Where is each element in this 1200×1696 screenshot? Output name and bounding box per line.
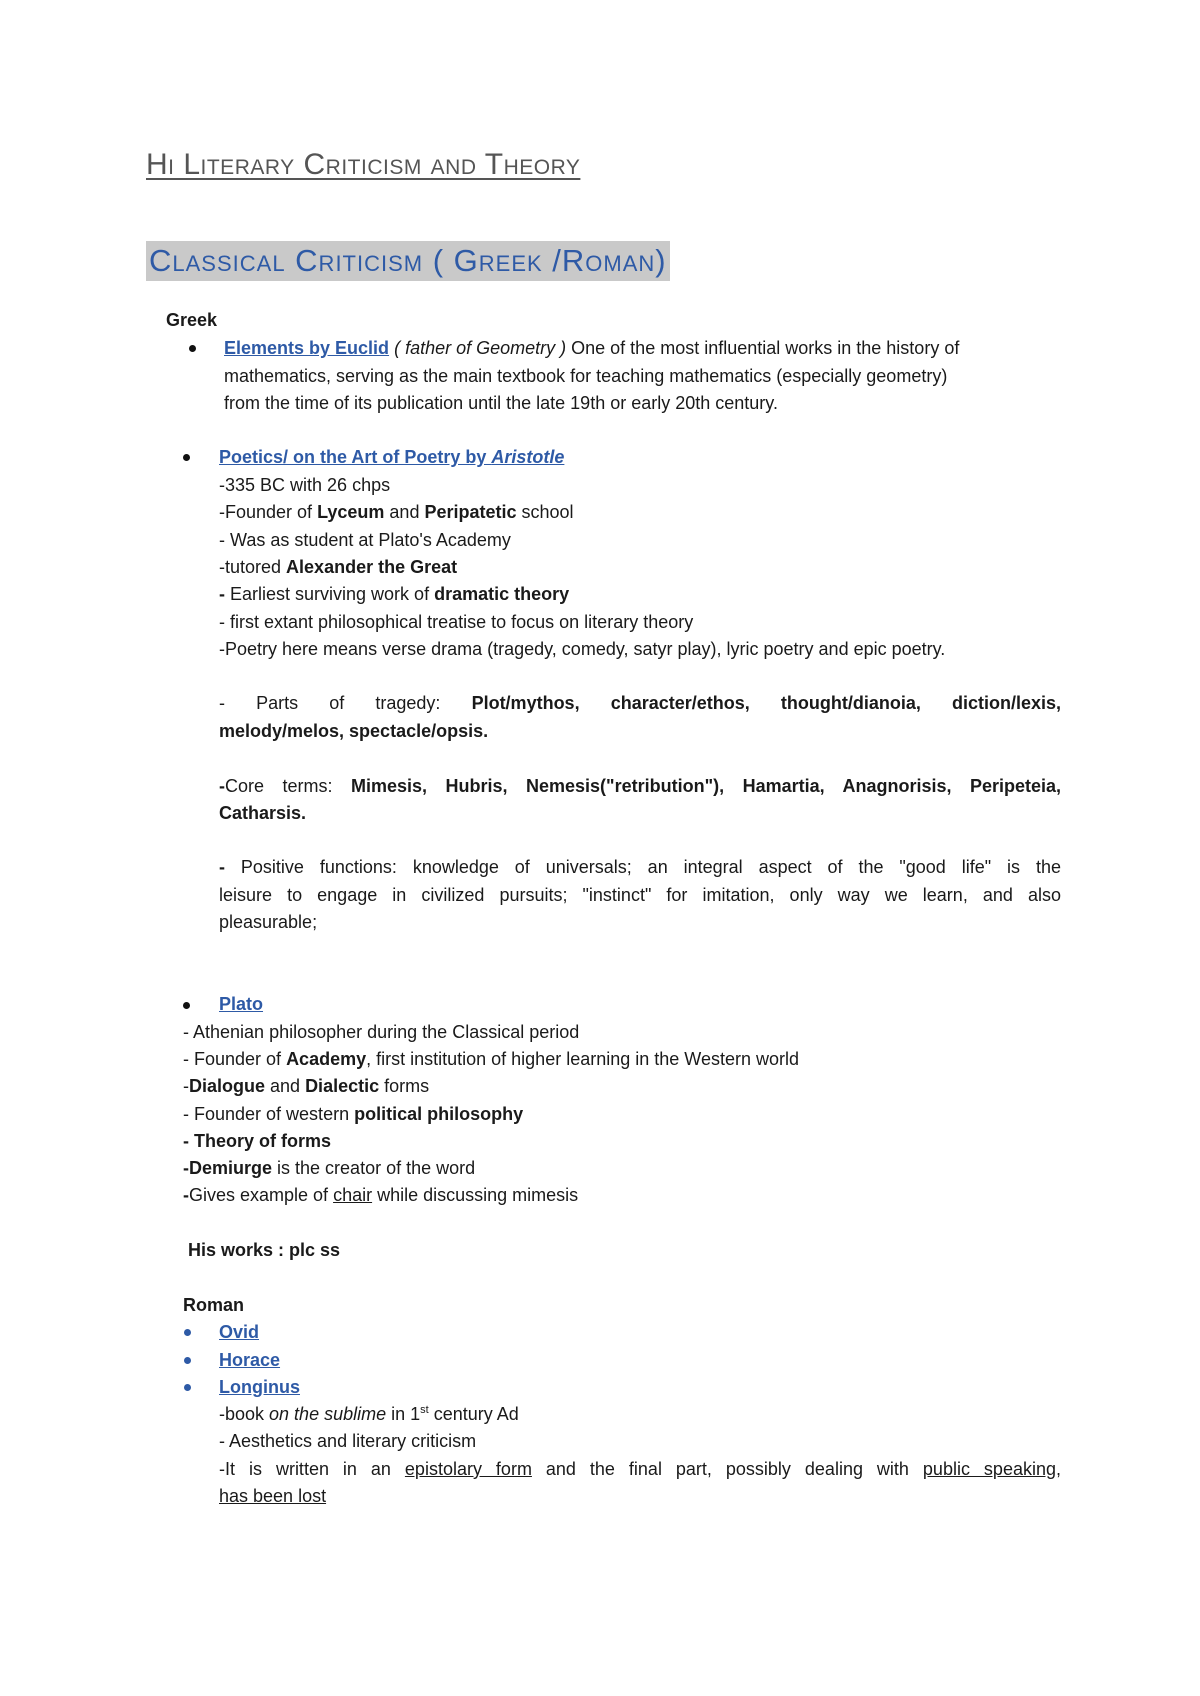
plato-link[interactable]: Plato [219,994,264,1014]
euclid-paren: ( father of Geometry ) [394,338,567,358]
longinus-line-3: -It is written in an epistolary form and the final part, possibly dealing with public speaking, [219,1459,1061,1479]
positive-functions-line-3: pleasurable; [219,912,318,932]
roman-item-longinus[interactable]: Longinus [219,1377,300,1397]
euclid-text-1: One of the most influential works in the history of [566,338,960,358]
parts-of-tragedy-line-2: melody/melos, spectacle/opsis. [219,721,489,741]
longinus-line-2: - Aesthetics and literary criticism [219,1431,477,1451]
core-terms-line-2: Catharsis. [219,803,307,823]
core-terms-line-1: -Core terms: Mimesis, Hubris, Nemesis("retribution"), Hamartia, Anagnorisis, Peripeteia, [219,776,1061,796]
roman-item-ovid[interactable]: Ovid [219,1322,260,1342]
longinus-line-1: -book on the sublime in 1st century Ad [219,1404,519,1424]
roman-item-horace[interactable]: Horace [219,1350,281,1370]
positive-functions-line-1: - Positive functions: knowledge of universals; an integral aspect of the "good life" is the [219,857,1061,877]
euclid-line-2: mathematics, serving as the main textbook for teaching mathematics (especially geometry) [224,366,948,386]
parts-of-tragedy-line-1: - Parts of tragedy: Plot/mythos, character/ethos, thought/dianoia, diction/lexis, [219,693,1062,713]
poetics-link[interactable]: Poetics/ on the Art of Poetry by [219,447,492,467]
euclid-line-1 [224,335,959,362]
aristotle-heading[interactable] [219,444,564,471]
aristotle-line-1: -335 BC with 26 chps [219,475,391,495]
plato-line-1: - Athenian philosopher during the Classical period [183,1022,580,1042]
plato-line-5: - Theory of forms [183,1131,332,1151]
bullet-icon [184,1384,191,1391]
plato-line-2: - Founder of Academy, first institution of higher learning in the Western world [183,1049,799,1069]
section-heading: Classical Criticism ( Greek /Roman) [146,241,670,281]
plato-line-3: -Dialogue and Dialectic forms [183,1076,430,1096]
bullet-icon [183,454,190,461]
euclid-line-3: from the time of its publication until the late 19th or early 20th century. [224,393,778,413]
plato-line-4: - Founder of western political philosophy [183,1104,524,1124]
plato-line-6: -Demiurge is the creator of the word [183,1158,476,1178]
greek-heading: Greek [166,310,218,330]
aristotle-link[interactable]: Aristotle [491,447,565,467]
plato-line-7: -Gives example of chair while discussing mimesis [183,1185,579,1205]
bullet-icon [184,1357,191,1364]
aristotle-line-2: -Founder of Lyceum and Peripatetic school [219,502,574,522]
aristotle-line-7: -Poetry here means verse drama (tragedy, comedy, satyr play), lyric poetry and epic poetry. [219,639,946,659]
positive-functions-line-2: leisure to engage in civilized pursuits; "instinct" for imitation, only way we learn, and also [219,885,1061,905]
euclid-link[interactable]: Elements by Euclid [224,338,390,358]
aristotle-line-6: - first extant philosophical treatise to focus on literary theory [219,612,694,632]
longinus-line-4: has been lost [219,1486,327,1506]
aristotle-line-3: - Was as student at Plato's Academy [219,530,511,550]
bullet-icon [184,1329,191,1336]
plato-works: His works : plc ss [188,1240,341,1260]
bullet-icon [183,1002,190,1009]
aristotle-line-4: -tutored Alexander the Great [219,557,458,577]
aristotle-line-5: - Earliest surviving work of dramatic theory [219,584,570,604]
roman-heading: Roman [183,1295,245,1315]
page-title: Hi Literary Criticism and Theory [146,148,581,181]
bullet-icon [189,345,196,352]
